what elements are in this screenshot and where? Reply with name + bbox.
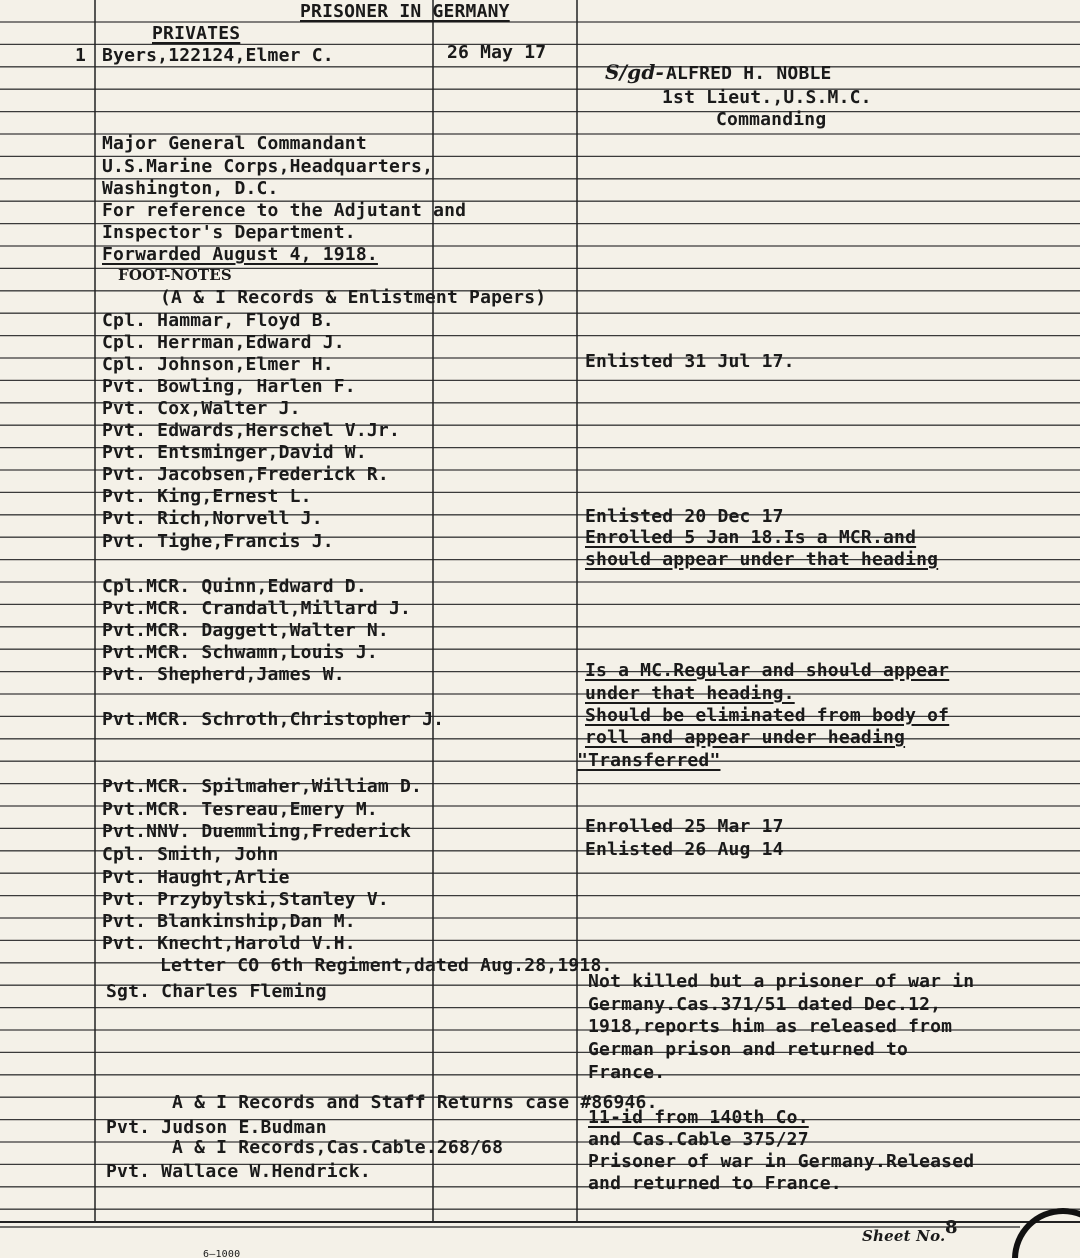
roll-entry: Pvt.MCR. Spilmaher,William D. <box>102 776 423 797</box>
roll-entry: Pvt. Przybylski,Stanley V. <box>102 889 389 910</box>
form-number: 6—1000 <box>203 1249 241 1258</box>
roll-entry: Pvt. Edwards,Herschel V.Jr. <box>102 420 400 441</box>
remark-line: Enlisted 26 Aug 14 <box>585 839 784 860</box>
roll-entry: Cpl. Johnson,Elmer H. <box>102 354 334 375</box>
roll-entry: Pvt. Judson E.Budman <box>106 1117 327 1138</box>
remark-line: Not killed but a prisoner of war in <box>588 971 975 992</box>
remark-line: Should be eliminated from body of <box>585 705 950 726</box>
remark-line: France. <box>588 1062 666 1083</box>
roll-entry: Pvt. Rich,Norvell J. <box>102 508 323 529</box>
roll-entry: Pvt. Blankinship,Dan M. <box>102 911 356 932</box>
forwarding-line: For reference to the Adjutant and <box>102 200 467 221</box>
entry-number: 1 <box>75 45 87 66</box>
remark-line: 1918,reports him as released from <box>588 1016 953 1037</box>
roll-entry: Pvt.MCR. Daggett,Walter N. <box>102 620 389 641</box>
footnotes-heading: FOOT-NOTES <box>118 266 232 284</box>
roll-entry: Cpl. Hammar, Floyd B. <box>102 310 334 331</box>
source-note: A & I Records and Staff Returns case #86946. <box>172 1092 658 1113</box>
entry-name: Byers,122124,Elmer C. <box>102 45 334 66</box>
roll-entry: Pvt. Entsminger,David W. <box>102 442 367 463</box>
sheet-number: 8 <box>945 1217 958 1238</box>
remark-line: Germany.Cas.371/51 dated Dec.12, <box>588 994 942 1015</box>
section-heading: PRIVATES <box>152 23 241 44</box>
roll-entry: Pvt.MCR. Schroth,Christopher J. <box>102 709 445 730</box>
roll-entry: Pvt. Knecht,Harold V.H. <box>102 933 356 954</box>
roll-entry: Pvt. Cox,Walter J. <box>102 398 301 419</box>
roll-entry: Sgt. Charles Fleming <box>106 981 327 1002</box>
remark-line: 11-id from 140th Co. <box>588 1107 809 1128</box>
remark-line: Is a MC.Regular and should appear <box>585 660 950 681</box>
source-note: A & I Records,Cas.Cable.268/68 <box>172 1137 504 1158</box>
remark-line: Enlisted 31 Jul 17. <box>585 351 795 372</box>
remark-line: roll and appear under heading <box>585 727 906 748</box>
signature-mark: S/gd- <box>605 60 665 84</box>
remark-line: and returned to France. <box>588 1173 842 1194</box>
roll-entry: Cpl. Smith, John <box>102 844 279 865</box>
entry-date: 26 May 17 <box>447 42 547 63</box>
signature-name: ALFRED H. NOBLE <box>666 63 832 84</box>
remark-line: Enrolled 25 Mar 17 <box>585 816 784 837</box>
signature-role: Commanding <box>716 109 827 130</box>
roll-entry: Cpl.MCR. Quinn,Edward D. <box>102 576 367 597</box>
remark-line: under that heading. <box>585 683 795 704</box>
sheet-label: Sheet No. <box>862 1227 946 1245</box>
remark-line: and Cas.Cable 375/27 <box>588 1129 809 1150</box>
roll-entry: Pvt.MCR. Tesreau,Emery M. <box>102 799 378 820</box>
source-note: Letter CO 6th Regiment,dated Aug.28,1918. <box>160 955 613 976</box>
roll-entry: Cpl. Herrman,Edward J. <box>102 332 345 353</box>
page-title: PRISONER IN GERMANY <box>300 1 510 22</box>
signature-rank: 1st Lieut.,U.S.M.C. <box>662 87 872 108</box>
roll-entry: Pvt. Haught,Arlie <box>102 867 290 888</box>
forwarding-line: Washington, D.C. <box>102 178 279 199</box>
forwarding-line: Forwarded August 4, 1918. <box>102 244 378 265</box>
roll-entry: Pvt. King,Ernest L. <box>102 486 312 507</box>
roll-entry: Pvt. Wallace W.Hendrick. <box>106 1161 371 1182</box>
roll-entry: Pvt. Jacobsen,Frederick R. <box>102 464 389 485</box>
forwarding-line: U.S.Marine Corps,Headquarters, <box>102 156 434 177</box>
footnotes-source: (A & I Records & Enlistment Papers) <box>160 287 547 308</box>
roll-entry: Pvt. Bowling, Harlen F. <box>102 376 356 397</box>
remark-line: German prison and returned to <box>588 1039 909 1060</box>
remark-line: Prisoner of war in Germany.Released <box>588 1151 975 1172</box>
forwarding-line: Inspector's Department. <box>102 222 356 243</box>
remark-line: "Transferred" <box>577 750 721 771</box>
roll-entry: Pvt. Shepherd,James W. <box>102 664 345 685</box>
roll-entry: Pvt. Tighe,Francis J. <box>102 531 334 552</box>
forwarding-line: Major General Commandant <box>102 133 367 154</box>
roll-entry: Pvt.MCR. Schwamn,Louis J. <box>102 642 378 663</box>
roll-entry: Pvt.NNV. Duemmling,Frederick <box>102 821 412 842</box>
roll-entry: Pvt.MCR. Crandall,Millard J. <box>102 598 412 619</box>
remark-line: Enlisted 20 Dec 17 <box>585 506 784 527</box>
remark-line: Enrolled 5 Jan 18.Is a MCR.and <box>585 527 917 548</box>
remark-line: should appear under that heading <box>585 549 939 570</box>
